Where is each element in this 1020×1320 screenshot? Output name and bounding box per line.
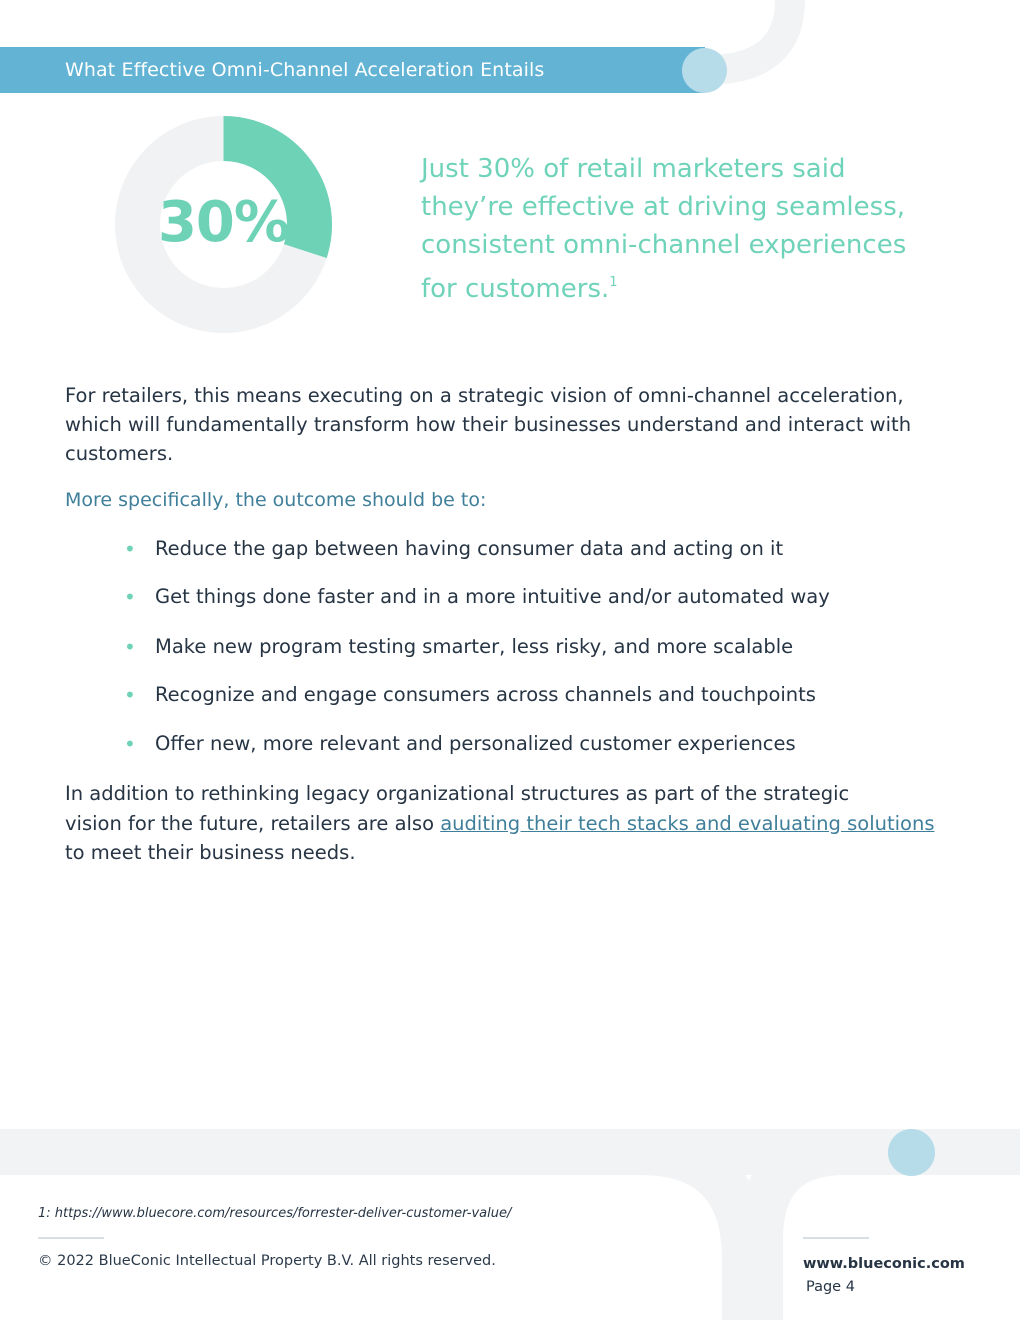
bullet-icon: • (124, 585, 136, 609)
outcome-subheading: More specifically, the outcome should be to: (65, 489, 487, 511)
website-link[interactable]: www.blueconic.com (803, 1256, 965, 1272)
stat-callout-line: consistent omni-channel experiences (421, 230, 907, 260)
footer-divider (803, 1237, 869, 1239)
footer-band (0, 1129, 1020, 1175)
bullet-icon: • (124, 683, 136, 707)
stat-callout-line (421, 264, 981, 308)
closing-paragraph: In addition to rethinking legacy organizational structures as part of the strategic vision for the future, retailers are also auditing their tech stacks and evaluating solutions to meet their business needs. (65, 782, 935, 864)
page-number: Page 4 (806, 1279, 855, 1295)
bullet-icon: • (124, 537, 136, 561)
stat-callout-line: they’re effective at driving seamless, (421, 192, 906, 222)
stat-value: 30% (157, 190, 290, 255)
bullet-icon: • (124, 732, 136, 756)
footer-divider (38, 1237, 104, 1239)
header-decorative-dot (682, 48, 727, 93)
footnote-marker: 1 (609, 275, 618, 290)
footer-decorative-dot (888, 1129, 935, 1176)
stat-callout-text: for customers. (421, 274, 610, 304)
bullet-icon: • (124, 635, 136, 659)
stat-callout (421, 150, 981, 308)
stat-callout-line: Just 30% of retail marketers said (421, 154, 846, 184)
copyright: © 2022 BlueConic Intellectual Property B.V. All rights reserved. (38, 1253, 496, 1269)
footnote: 1: https://www.bluecore.com/resources/forrester-deliver-customer-value/ (38, 1206, 512, 1221)
section-title: What Effective Omni-Channel Acceleration Entails (65, 59, 545, 81)
tech-stack-link[interactable]: auditing their tech stacks and evaluating solutions (440, 811, 935, 835)
intro-paragraph: For retailers, this means executing on a strategic vision of omni-channel acceleration, which will fundamentally transform how their businesses understand and interact with customers. (65, 384, 912, 465)
